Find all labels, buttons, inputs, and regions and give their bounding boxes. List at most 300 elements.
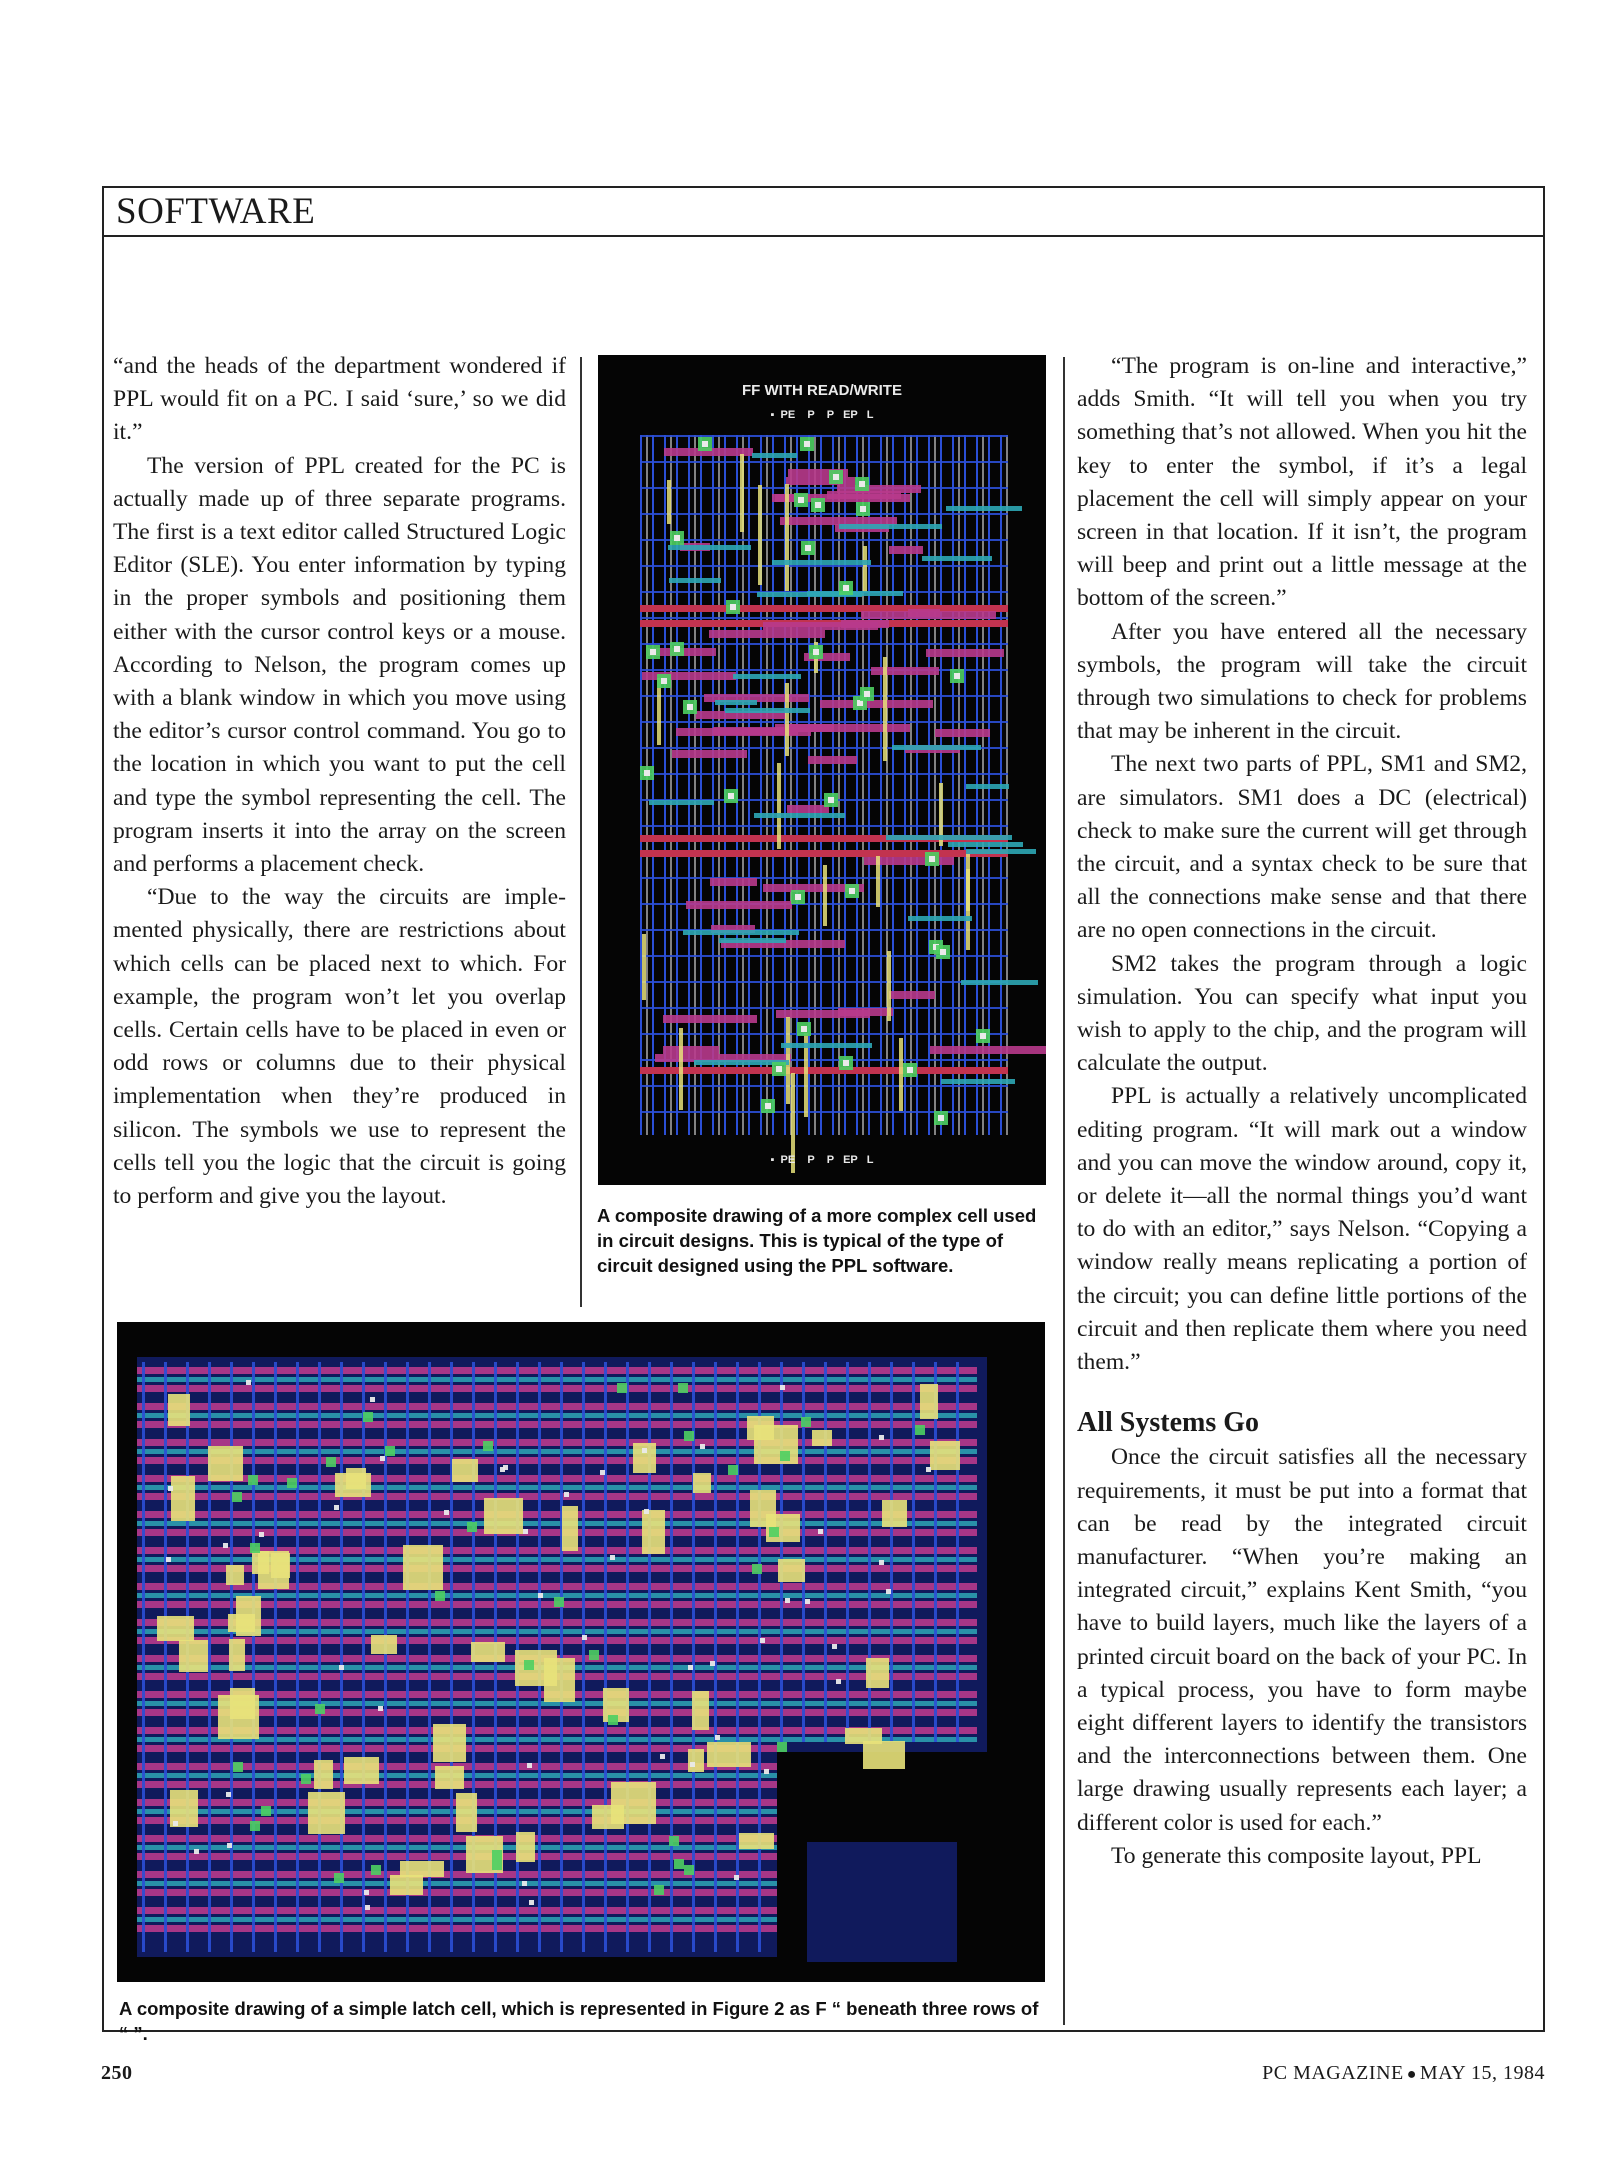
circuit-trace	[750, 1490, 776, 1527]
circuit-trace	[640, 981, 1008, 983]
circuit-trace	[776, 1066, 782, 1072]
circuit-trace	[866, 1658, 889, 1688]
circuit-trace	[930, 1441, 960, 1470]
circuit-trace	[296, 1362, 299, 1952]
circuit-trace	[786, 477, 855, 485]
publication-name: PC MAGAZINE	[1262, 2062, 1404, 2084]
left-paragraph: The version of PPL created for the PC is actually made up of three separate programs. The first is a text editor called Structured Logic Editor (SLE). You enter information by typing in the proper symbols and positioning them either with the cursor control keys or a mouse. According to Nelson, the program comes up with a blank window in which you move using the editor’s cursor control command. You go to the location in which you want to put the cell and type the symbol representing the cell. The program inserts it into the array on the screen and performs a placement check.	[113, 452, 566, 878]
circuit-trace	[370, 1397, 375, 1402]
circuit-trace	[832, 1644, 837, 1649]
figure-latch-cell	[117, 1322, 1045, 1982]
circuit-trace	[846, 1362, 849, 1742]
circuit-trace	[524, 1660, 534, 1670]
circuit-trace	[843, 1060, 849, 1066]
circuit-trace	[938, 1115, 944, 1121]
right-paragraph: “The program is on-line and interactive,” adds Smith. “It will tell you when you try something that’s not allowed. When you hit the key to enter the symbol, if it’s a legal placement the cell will simply appear on your screen in that location. If it isn’t, the program will beep and print out a little message at the bottom of the screen.”	[1077, 353, 1527, 612]
circuit-trace	[879, 1560, 884, 1565]
circuit-trace	[608, 1715, 618, 1725]
circuit-trace	[640, 825, 1008, 827]
circuit-trace	[780, 1385, 785, 1390]
left-paragraph: “and the heads of the department wondered if PPL would fit on a PC. I said ‘sure,’ so we did it.”	[113, 353, 566, 446]
circuit-trace	[688, 1749, 704, 1772]
circuit-trace	[640, 435, 1008, 437]
circuit-trace	[326, 1457, 336, 1467]
circuit-trace	[179, 1640, 208, 1672]
circuit-trace	[700, 1444, 705, 1449]
circuit-trace	[769, 1527, 779, 1537]
circuit-trace	[929, 856, 935, 862]
circuit-trace	[736, 1362, 739, 1952]
circuit-trace	[824, 1362, 827, 1742]
circuit-trace	[778, 1559, 805, 1582]
circuit-trace	[772, 560, 871, 565]
circuit-trace	[813, 649, 819, 655]
circuit-trace	[690, 1762, 695, 1767]
circuit-trace	[137, 1403, 977, 1410]
circuit-trace	[233, 1762, 243, 1772]
circuit-trace	[365, 1905, 370, 1910]
circuit-trace	[940, 949, 946, 955]
circuit-trace	[668, 545, 751, 550]
figure-screen-title: FF WITH READ/WRITE	[742, 382, 902, 399]
circuit-trace	[229, 1639, 245, 1671]
circuit-trace	[754, 1425, 798, 1464]
circuit-trace	[730, 604, 736, 610]
circuit-trace	[808, 756, 857, 764]
circuit-trace	[640, 955, 1008, 957]
circuit-trace	[610, 1555, 615, 1560]
circuit-trace	[725, 708, 810, 713]
circuit-trace	[642, 672, 736, 680]
right-paragraph: To generate this composite layout, PPL	[1111, 1842, 1482, 1869]
circuit-trace	[787, 805, 829, 813]
circuit-trace	[633, 1443, 656, 1473]
circuit-trace	[678, 1383, 688, 1393]
circuit-trace	[674, 535, 680, 541]
section-header-bar	[102, 186, 1545, 237]
circuit-trace	[887, 951, 891, 1021]
circuit-trace	[137, 1421, 977, 1428]
circuit-trace	[961, 980, 1038, 985]
circuit-trace	[444, 1510, 449, 1515]
circuit-trace	[378, 1706, 383, 1711]
circuit-trace	[259, 1532, 264, 1537]
circuit-trace	[500, 1467, 505, 1472]
circuit-trace	[137, 1637, 977, 1644]
circuit-trace	[798, 497, 804, 503]
circuit-trace	[218, 1695, 259, 1739]
circuit-trace	[562, 1506, 578, 1551]
circuit-trace	[785, 1598, 790, 1603]
circuit-trace	[644, 770, 650, 776]
circuit-trace	[640, 1085, 1008, 1087]
circuit-trace	[688, 1665, 693, 1670]
column-rule-right	[1063, 357, 1065, 2025]
circuit-trace	[226, 1792, 231, 1797]
circuit-trace	[246, 1380, 251, 1385]
circuit-trace	[807, 1842, 957, 1962]
circuit-trace	[889, 991, 935, 999]
circuit-trace	[617, 1383, 627, 1393]
right-paragraph: Once the circuit satisfies all the necessary requirements, it must be put into a format that can be read by the integrated circuit manufacturer. “When you’re making an integrated circuit,” explains Kent Smith, “you have to build layers, much like the layers of a printed circuit board on the back of your PC. In a typical process, you have to form maybe eight different layers to identify the transistors and the interconnections between them. One large drawing usually represents each layer; a different color is used for each.”	[1077, 1444, 1527, 1836]
circuit-trace	[137, 1629, 977, 1634]
circuit-trace	[899, 1038, 903, 1111]
circuit-trace	[818, 1529, 823, 1534]
figure-pin-labels-top: ▪ PE P P EP L	[770, 409, 874, 421]
circuit-trace	[226, 1565, 244, 1585]
circuit-trace	[841, 620, 889, 628]
circuit-trace	[250, 1543, 260, 1553]
right-paragraph: PPL is actually a relatively uncomplicated editing program. “It will mark out a window and you can move the window around, copy it, or delete it—all the normal things you’d want to do with an editor,” says Nelson. “Copying a window really means replicating a portion of the circuit; you can define little portions of the circuit and then replicate them where you need them.”	[1077, 1083, 1527, 1376]
circuit-trace	[864, 691, 870, 697]
circuit-trace	[334, 1873, 344, 1883]
circuit-trace	[339, 1665, 344, 1670]
circuit-trace	[640, 513, 1008, 515]
circuit-trace	[785, 484, 789, 591]
circuit-trace	[640, 850, 1008, 857]
circuit-trace	[908, 609, 940, 617]
circuit-trace	[805, 1599, 810, 1604]
circuit-trace	[467, 1522, 477, 1532]
circuit-trace	[390, 1875, 423, 1895]
circuit-trace	[433, 1724, 466, 1762]
circuit-trace	[208, 1446, 243, 1481]
circuit-trace	[886, 835, 1012, 840]
circuit-trace	[640, 539, 1008, 541]
right-paragraph: After you have entered all the necessary symbols, the program will take the circuit through two simulations to check for problems that may be inherent in the circuit.	[1077, 618, 1527, 745]
circuit-trace	[892, 745, 981, 750]
circuit-trace	[889, 546, 923, 554]
circuit-trace	[828, 797, 834, 803]
circuit-trace	[922, 556, 992, 561]
circuit-trace	[667, 480, 671, 524]
circuit-trace	[137, 1377, 977, 1382]
circuit-trace	[642, 934, 646, 1000]
circuit-trace	[644, 1509, 649, 1514]
circuit-trace	[843, 585, 849, 591]
circuit-trace	[232, 1492, 242, 1502]
circuit-trace	[827, 491, 901, 499]
circuit-trace	[714, 1362, 717, 1952]
circuit-trace	[890, 1362, 893, 1742]
circuit-trace	[663, 1015, 757, 1023]
circuit-trace	[912, 1362, 915, 1742]
circuit-trace	[515, 1650, 557, 1686]
circuit-trace	[137, 1521, 977, 1526]
circuit-trace	[839, 524, 942, 529]
circuit-trace	[679, 1028, 683, 1110]
circuit-trace	[137, 1485, 977, 1490]
circuit-trace	[642, 1448, 647, 1453]
section-title: SOFTWARE	[116, 191, 316, 232]
circuit-trace	[166, 1557, 171, 1562]
circuit-trace	[657, 678, 661, 745]
circuit-trace	[137, 1413, 977, 1418]
circuit-trace	[363, 1412, 373, 1422]
circuit-trace	[274, 1362, 277, 1952]
circuit-trace	[308, 1792, 345, 1834]
circuit-trace	[777, 763, 781, 849]
circuit-trace	[649, 800, 714, 805]
circuit-trace	[301, 1774, 311, 1784]
right-paragraph: SM2 takes the program through a logic simulation. You can specify what input you wish to apply to the chip, and the program will calculate the output.	[1077, 950, 1527, 1077]
circuit-trace	[954, 673, 960, 679]
circuit-trace	[871, 667, 939, 675]
circuit-trace	[582, 1362, 585, 1952]
circuit-trace	[589, 1650, 599, 1660]
circuit-trace	[966, 784, 1009, 789]
circuit-trace	[707, 1742, 751, 1767]
circuit-trace	[385, 1446, 395, 1456]
circuit-trace	[941, 1079, 1015, 1084]
circuit-trace	[820, 700, 933, 708]
circuit-trace	[882, 1500, 907, 1527]
circuit-trace	[340, 1362, 343, 1952]
circuit-trace	[702, 441, 708, 447]
circuit-trace	[966, 869, 970, 911]
circuit-trace	[137, 1511, 977, 1518]
circuit-trace	[956, 1362, 959, 1742]
circuit-trace	[709, 630, 825, 638]
subheading: All Systems Go	[1077, 1407, 1259, 1439]
circuit-trace	[804, 441, 810, 447]
circuit-trace	[795, 894, 801, 900]
circuit-trace	[754, 813, 845, 818]
circuit-trace	[886, 1589, 891, 1594]
circuit-trace	[654, 1885, 664, 1895]
circuit-trace	[684, 1865, 694, 1875]
circuit-trace	[640, 721, 1008, 723]
circuit-trace	[849, 888, 855, 894]
circuit-trace	[626, 1362, 629, 1952]
circuit-trace	[670, 1362, 673, 1952]
figure-caption-complex-cell: A composite drawing of a more complex cell used in circuit designs. This is typical of the type of circuit designed using the PPL software.	[597, 1205, 1037, 1276]
circuit-trace	[948, 842, 1023, 847]
circuit-trace	[752, 1564, 762, 1574]
circuit-trace	[380, 1456, 385, 1461]
circuit-trace	[371, 1865, 381, 1875]
circuit-trace	[683, 930, 799, 935]
circuit-trace	[318, 1362, 321, 1952]
publication-date: MAY 15, 1984	[1419, 2062, 1545, 2084]
circuit-trace	[669, 578, 721, 583]
circuit-trace	[168, 1394, 190, 1426]
circuit-trace	[582, 1635, 587, 1640]
circuit-trace	[785, 683, 789, 756]
circuit-trace	[523, 1529, 528, 1534]
circuit-trace	[930, 1046, 1046, 1054]
circuit-trace	[765, 1103, 771, 1109]
circuit-trace	[640, 487, 1008, 489]
circuit-trace	[371, 1635, 397, 1654]
circuit-trace	[739, 1833, 774, 1849]
circuit-trace	[805, 545, 811, 551]
circuit-trace	[137, 1457, 977, 1464]
circuit-trace	[686, 901, 792, 909]
circuit-trace	[780, 1451, 790, 1461]
circuit-trace	[484, 1498, 523, 1534]
circuit-trace	[860, 506, 866, 512]
circuit-trace	[650, 649, 656, 655]
circuit-trace	[554, 1597, 564, 1607]
circuit-trace	[168, 1486, 173, 1491]
circuit-trace	[715, 1735, 720, 1740]
circuit-trace	[946, 506, 1022, 511]
circuit-trace	[157, 1616, 194, 1641]
circuit-trace	[346, 1468, 366, 1489]
circuit-trace	[926, 649, 1004, 657]
circuit-trace	[640, 643, 1008, 645]
circuit-trace	[261, 1806, 271, 1816]
circuit-trace	[137, 1439, 977, 1446]
circuit-trace	[640, 1007, 1008, 1009]
circuit-trace	[838, 1008, 893, 1016]
right-paragraph: The next two parts of PPL, SM1 and SM2, are simulators. SM1 does a DC (electrical) check to make sure the current will get through the circuit, and a syntax check to be sure that all the connections make sense and that there are no open connections in the circuit.	[1077, 751, 1527, 944]
circuit-trace	[883, 657, 887, 761]
circuit-trace	[483, 1441, 493, 1451]
circuit-trace	[781, 1043, 872, 1048]
circuit-trace	[687, 704, 693, 710]
circuit-trace	[137, 1493, 977, 1500]
circuit-trace	[592, 1805, 624, 1829]
circuit-trace	[863, 546, 867, 592]
circuit-trace	[642, 1510, 665, 1554]
circuit-trace	[227, 1843, 232, 1848]
circuit-trace	[471, 1642, 505, 1662]
complex-cell-layout-image	[598, 355, 1046, 1185]
circuit-trace	[833, 474, 839, 480]
circuit-trace	[529, 1900, 534, 1905]
circuit-trace	[715, 700, 757, 705]
circuit-trace	[775, 724, 834, 732]
circuit-trace	[640, 1111, 1008, 1113]
circuit-trace	[692, 1691, 709, 1730]
circuit-trace	[908, 916, 972, 921]
circuit-trace	[137, 1385, 977, 1392]
circuit-trace	[780, 517, 897, 525]
circuit-trace	[863, 1741, 905, 1769]
circuit-trace	[492, 1850, 502, 1860]
circuit-trace	[719, 938, 786, 943]
circuit-trace	[926, 1467, 931, 1472]
circuit-trace	[435, 1766, 464, 1789]
circuit-trace	[258, 1551, 289, 1589]
circuit-trace	[734, 1875, 739, 1880]
circuit-trace	[801, 1026, 807, 1032]
circuit-trace	[137, 1619, 977, 1626]
figure-pin-labels-bottom: ▪ PE P P EP L	[770, 1154, 874, 1166]
circuit-trace	[250, 1821, 260, 1831]
circuit-trace	[640, 605, 1008, 612]
circuit-trace	[164, 1362, 167, 1952]
circuit-trace	[362, 1362, 365, 1952]
circuit-trace	[142, 1362, 145, 1952]
circuit-trace	[674, 646, 680, 652]
circuit-trace	[516, 1832, 535, 1862]
circuit-trace	[710, 1661, 715, 1666]
circuit-trace	[693, 1473, 711, 1493]
circuit-trace	[920, 1384, 938, 1419]
circuit-trace	[640, 1067, 1008, 1074]
circuit-trace	[801, 1417, 811, 1427]
circuit-trace	[564, 1492, 569, 1497]
circuit-trace	[137, 1449, 977, 1454]
circuit-trace	[334, 1505, 339, 1510]
bullet-separator: ●	[1406, 2066, 1417, 2083]
circuit-trace	[935, 729, 990, 737]
circuit-trace	[812, 1430, 832, 1446]
circuit-trace	[684, 1431, 694, 1441]
circuit-trace	[807, 591, 903, 596]
circuit-trace	[777, 1742, 787, 1752]
circuit-trace	[907, 1067, 913, 1073]
circuit-trace	[315, 1704, 325, 1714]
circuit-trace	[660, 1754, 665, 1759]
figure-caption-latch-cell: A composite drawing of a simple latch cell, which is represented in Figure 2 as F “ beneath three rows of “ ”.	[119, 1998, 1039, 2044]
circuit-trace	[780, 1362, 783, 1742]
circuit-trace	[194, 1849, 199, 1854]
circuit-trace	[823, 865, 827, 926]
circuit-trace	[173, 1821, 178, 1826]
circuit-trace	[456, 1793, 477, 1832]
circuit-trace	[661, 678, 667, 684]
circuit-trace	[600, 1470, 605, 1475]
circuit-trace	[450, 1362, 453, 1952]
right-column	[1077, 350, 1527, 1873]
circuit-trace	[672, 750, 747, 758]
circuit-trace	[560, 1362, 563, 1952]
circuit-trace	[966, 849, 1036, 854]
circuit-trace	[815, 502, 821, 508]
figure-complex-cell	[598, 355, 1046, 1185]
circuit-trace	[836, 1679, 841, 1684]
circuit-trace	[640, 461, 1008, 463]
circuit-trace	[344, 1757, 379, 1784]
left-column	[113, 350, 566, 1213]
circuit-trace	[400, 1861, 444, 1877]
circuit-trace	[640, 695, 1008, 697]
circuit-trace	[692, 1362, 695, 1952]
circuit-trace	[171, 1476, 195, 1521]
latch-cell-layout-image	[117, 1322, 1045, 1982]
circuit-trace	[287, 1478, 297, 1488]
circuit-trace	[640, 565, 1008, 567]
circuit-trace	[527, 1763, 532, 1768]
circuit-trace	[663, 1046, 719, 1054]
circuit-trace	[137, 1709, 977, 1716]
circuit-trace	[674, 1859, 684, 1869]
left-paragraph: “Due to the way the circuits are implemented physically, there are restrictions about which cells can be placed next to which. For example, the program won’t let you overlap cells. Certain cells have to be placed in even or odd rows or columns due to their physical implementation when they’re produced in silicon. The symbols we use to represent the cells tell you the logic that the circuit is going to perform and give you the layout.	[113, 884, 566, 1210]
circuit-trace	[760, 1638, 765, 1643]
circuit-trace	[876, 856, 880, 907]
circuit-trace	[137, 1367, 977, 1374]
circuit-trace	[248, 1475, 258, 1485]
circuit-trace	[728, 793, 734, 799]
circuit-trace	[980, 1033, 986, 1039]
circuit-trace	[252, 1362, 255, 1952]
circuit-trace	[538, 1593, 543, 1598]
circuit-trace	[915, 1425, 925, 1435]
page-number: 250	[101, 2062, 133, 2084]
circuit-trace	[314, 1760, 333, 1789]
circuit-trace	[228, 1614, 255, 1632]
circuit-trace	[364, 1890, 369, 1895]
circuit-trace	[669, 1836, 679, 1846]
circuit-trace	[859, 481, 865, 487]
circuit-trace	[640, 1033, 1008, 1035]
circuit-trace	[604, 1362, 607, 1952]
circuit-trace	[752, 453, 797, 458]
